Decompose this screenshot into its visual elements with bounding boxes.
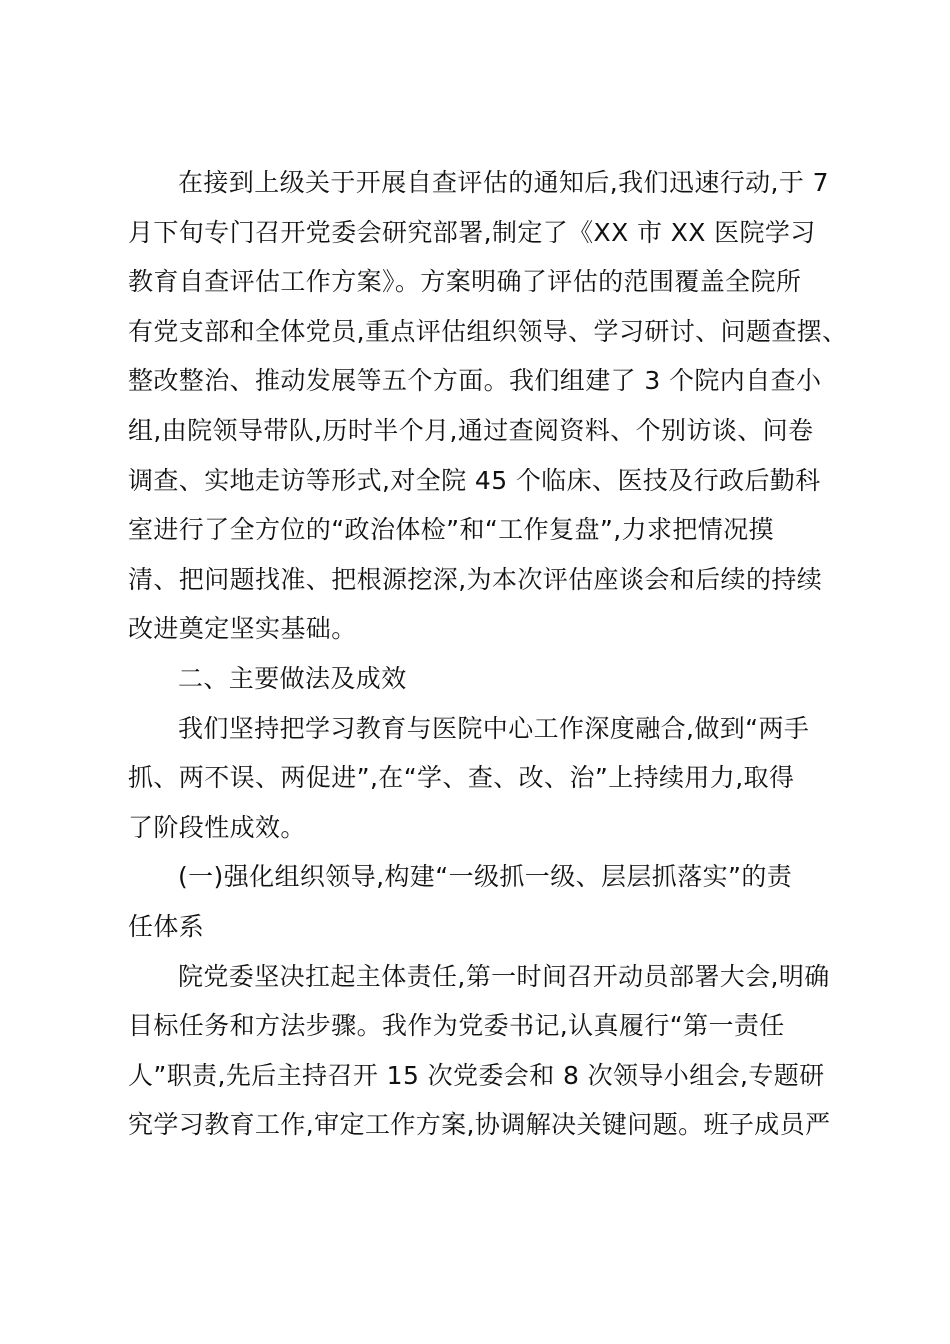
text-line: 改进奠定坚实基础。 xyxy=(128,614,357,644)
text-line: 人”职责,先后主持召开 15 次党委会和 8 次领导小组会,专题研 xyxy=(128,1060,825,1090)
paragraph-self-assessment xyxy=(128,158,848,654)
text-line: 清、把问题找准、把根源挖深,为本次评估座谈会和后续的持续 xyxy=(128,564,823,594)
text-line: 调查、实地走访等形式,对全院 45 个临床、医技及行政后勤科 xyxy=(128,465,821,495)
heading-line: 二、主要做法及成效 xyxy=(178,663,407,693)
section-heading-2 xyxy=(128,654,848,704)
text-line: 整改整治、推动发展等五个方面。我们组建了 3 个院内自查小 xyxy=(128,366,822,396)
heading-line: 任体系 xyxy=(128,911,205,941)
heading-line: (一)强化组织领导,构建“一级抓一级、层层抓落实”的责 xyxy=(178,862,793,892)
text-line: 我们坚持把学习教育与医院中心工作深度融合,做到“两手 xyxy=(178,713,810,743)
text-line: 教育自查评估工作方案》。方案明确了评估的范围覆盖全院所 xyxy=(128,267,802,297)
text-line: 究学习教育工作,审定工作方案,协调解决关键问题。班子成员严 xyxy=(128,1110,831,1140)
text-line: 组,由院领导带队,历时半个月,通过查阅资料、个别访谈、问卷 xyxy=(128,415,814,445)
text-line: 月下旬专门召开党委会研究部署,制定了《XX 市 XX 医院学习 xyxy=(128,217,816,247)
text-line: 有党支部和全体党员,重点评估组织领导、学习研讨、问题查摆、 xyxy=(128,316,848,346)
text-line: 目标任务和方法步骤。我作为党委书记,认真履行“第一责任 xyxy=(128,1011,785,1041)
paragraph-leadership xyxy=(128,952,848,1150)
text-line: 了阶段性成效。 xyxy=(128,812,306,842)
paragraph-main-practices xyxy=(128,704,848,853)
text-line: 院党委坚决扛起主体责任,第一时间召开动员部署大会,明确 xyxy=(178,961,830,991)
text-line: 室进行了全方位的“政治体检”和“工作复盘”,力求把情况摸 xyxy=(128,515,774,545)
text-line: 在接到上级关于开展自查评估的通知后,我们迅速行动,于 7 xyxy=(178,168,829,197)
document-body xyxy=(128,158,848,1150)
subsection-heading-1 xyxy=(128,852,848,951)
text-line: 抓、两不误、两促进”,在“学、查、改、治”上持续用力,取得 xyxy=(128,763,795,793)
